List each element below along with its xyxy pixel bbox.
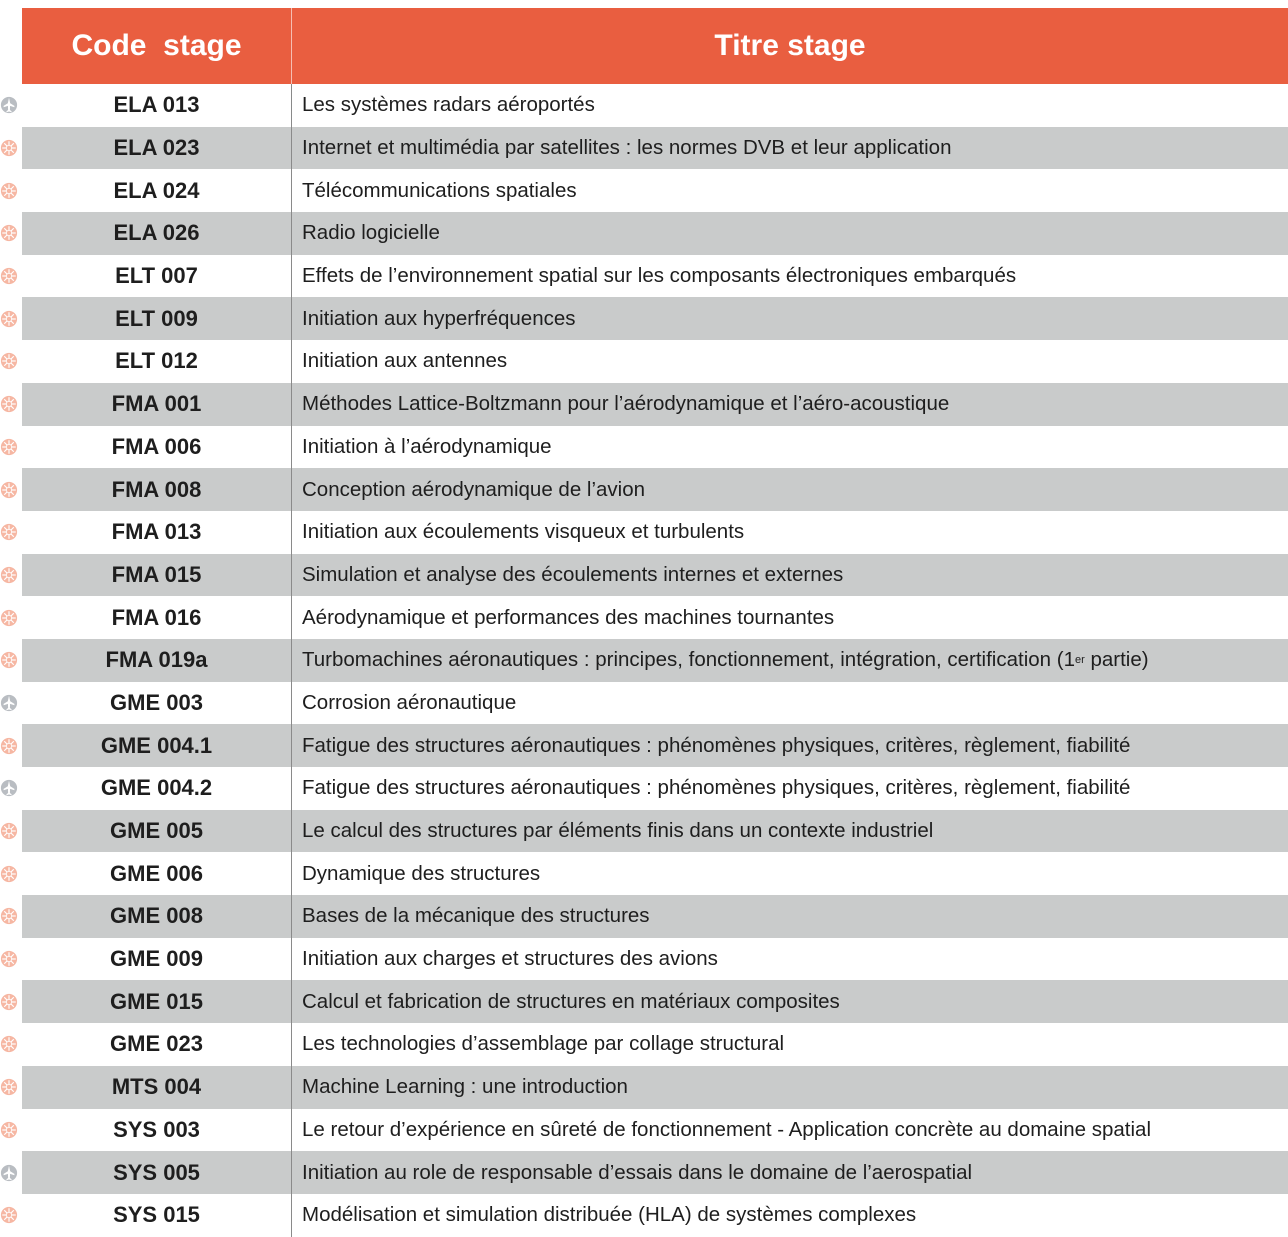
course-code: FMA 008 [22,468,292,511]
table-row [22,297,1288,340]
toulouse-cross-icon [0,139,18,157]
toulouse-cross-icon [0,993,18,1011]
course-code: SYS 003 [22,1109,292,1152]
toulouse-cross-icon [0,1206,18,1224]
table-row [22,426,1288,469]
course-code: FMA 015 [22,554,292,597]
airplane-icon [0,694,18,712]
course-table [22,8,1288,1237]
table-row [22,383,1288,426]
course-title: Initiation à l’aérodynamique [302,434,552,458]
column-header-code: Code stage [22,8,292,84]
course-title: Internet et multimédia par satellites : les normes DVB et leur application [302,136,952,160]
column-header-title: Titre stage [714,29,866,62]
toulouse-cross-icon [0,737,18,755]
table-body [22,84,1288,1237]
table-row [22,169,1288,212]
course-title: Simulation et analyse des écoulements internes et externes [302,562,844,586]
course-title: Méthodes Lattice-Boltzmann pour l’aérodynamique et l’aéro-acoustique [302,392,950,416]
course-code: ELA 023 [22,127,292,170]
table-row [22,1109,1288,1152]
table-row [22,1066,1288,1109]
table-row [22,639,1288,682]
course-title: Bases de la mécanique des structures [302,904,650,928]
airplane-icon [0,1164,18,1182]
course-code: GME 023 [22,1023,292,1066]
toulouse-cross-icon [0,224,18,242]
toulouse-cross-icon [0,907,18,925]
course-title-text: Turbomachines aéronautiques : principes, fonctionnement, intégration, certification (1 [302,648,1075,672]
course-title: Dynamique des structures [302,861,541,885]
course-title: Corrosion aéronautique [302,690,517,714]
course-title: Initiation aux charges et structures des avions [302,947,718,971]
table-row [22,682,1288,725]
course-title: Radio logicielle [302,221,440,245]
course-title: Fatigue des structures aéronautiques : phénomènes physiques, critères, règlement, fiabilité [302,776,1131,800]
course-code: ELT 007 [22,255,292,298]
course-code: ELA 013 [22,84,292,127]
toulouse-cross-icon [0,651,18,669]
toulouse-cross-icon [0,481,18,499]
course-code: ELA 024 [22,169,292,212]
table-row [22,255,1288,298]
toulouse-cross-icon [0,395,18,413]
course-code: SYS 005 [22,1151,292,1194]
course-code: ELA 026 [22,212,292,255]
table-row [22,554,1288,597]
airplane-icon [0,96,18,114]
table-row [22,767,1288,810]
course-code: ELT 012 [22,340,292,383]
course-code: FMA 013 [22,511,292,554]
course-code: FMA 019a [22,639,292,682]
toulouse-cross-icon [0,822,18,840]
course-title-suffix: partie) [1084,648,1149,672]
course-title: Initiation aux hyperfréquences [302,306,576,330]
course-title: Fatigue des structures aéronautiques : phénomènes physiques, critères, règlement, fiabilité [302,733,1131,757]
toulouse-cross-icon [0,182,18,200]
airplane-icon [0,779,18,797]
table-row [22,511,1288,554]
course-code: GME 003 [22,682,292,725]
course-title: Initiation aux antennes [302,349,508,373]
table-row [22,340,1288,383]
table-row [22,852,1288,895]
course-title: Les systèmes radars aéroportés [302,93,595,117]
toulouse-cross-icon [0,438,18,456]
course-title: Turbomachines aéronautiques : principes, fonctionnement, intégration, certification (1 er partie) [302,648,1149,672]
table-row [22,212,1288,255]
toulouse-cross-icon [0,566,18,584]
table-row [22,127,1288,170]
course-code: GME 008 [22,895,292,938]
toulouse-cross-icon [0,865,18,883]
table-row [22,596,1288,639]
toulouse-cross-icon [0,352,18,370]
course-title: Télécommunications spatiales [302,178,577,202]
course-code: SYS 015 [22,1194,292,1237]
toulouse-cross-icon [0,310,18,328]
course-title: Le calcul des structures par éléments finis dans un contexte industriel [302,819,934,843]
course-code: GME 004.1 [22,724,292,767]
course-code: FMA 016 [22,596,292,639]
course-title: Conception aérodynamique de l’avion [302,477,646,501]
table-row [22,1023,1288,1066]
course-title: Machine Learning : une introduction [302,1075,628,1099]
table-row [22,938,1288,981]
course-title: Calcul et fabrication de structures en matériaux composites [302,989,840,1013]
course-title: Initiation au role de responsable d’essais dans le domaine de l’aerospatial [302,1160,973,1184]
course-title: Le retour d’expérience en sûreté de fonctionnement - Application concrète au domaine spatial [302,1117,1152,1141]
course-code: GME 005 [22,810,292,853]
course-code: GME 004.2 [22,767,292,810]
toulouse-cross-icon [0,950,18,968]
course-code: GME 009 [22,938,292,981]
table-row [22,468,1288,511]
course-title: Aérodynamique et performances des machines tournantes [302,605,835,629]
course-code: FMA 001 [22,383,292,426]
course-title: Les technologies d’assemblage par collage structural [302,1032,785,1056]
course-code: GME 006 [22,852,292,895]
table-row [22,724,1288,767]
table-row [22,1194,1288,1237]
course-title: Modélisation et simulation distribuée (HLA) de systèmes complexes [302,1203,917,1227]
toulouse-cross-icon [0,523,18,541]
table-row [22,84,1288,127]
table-row [22,1151,1288,1194]
course-code: ELT 009 [22,297,292,340]
course-title: Effets de l’environnement spatial sur les composants électroniques embarqués [302,264,1017,288]
toulouse-cross-icon [0,267,18,285]
table-header [22,8,1288,84]
toulouse-cross-icon [0,1035,18,1053]
table-row [22,980,1288,1023]
table-row [22,810,1288,853]
course-code: GME 015 [22,980,292,1023]
course-title: Initiation aux écoulements visqueux et turbulents [302,520,745,544]
course-code: FMA 006 [22,426,292,469]
table-row [22,895,1288,938]
toulouse-cross-icon [0,1078,18,1096]
course-code: MTS 004 [22,1066,292,1109]
toulouse-cross-icon [0,609,18,627]
toulouse-cross-icon [0,1121,18,1139]
